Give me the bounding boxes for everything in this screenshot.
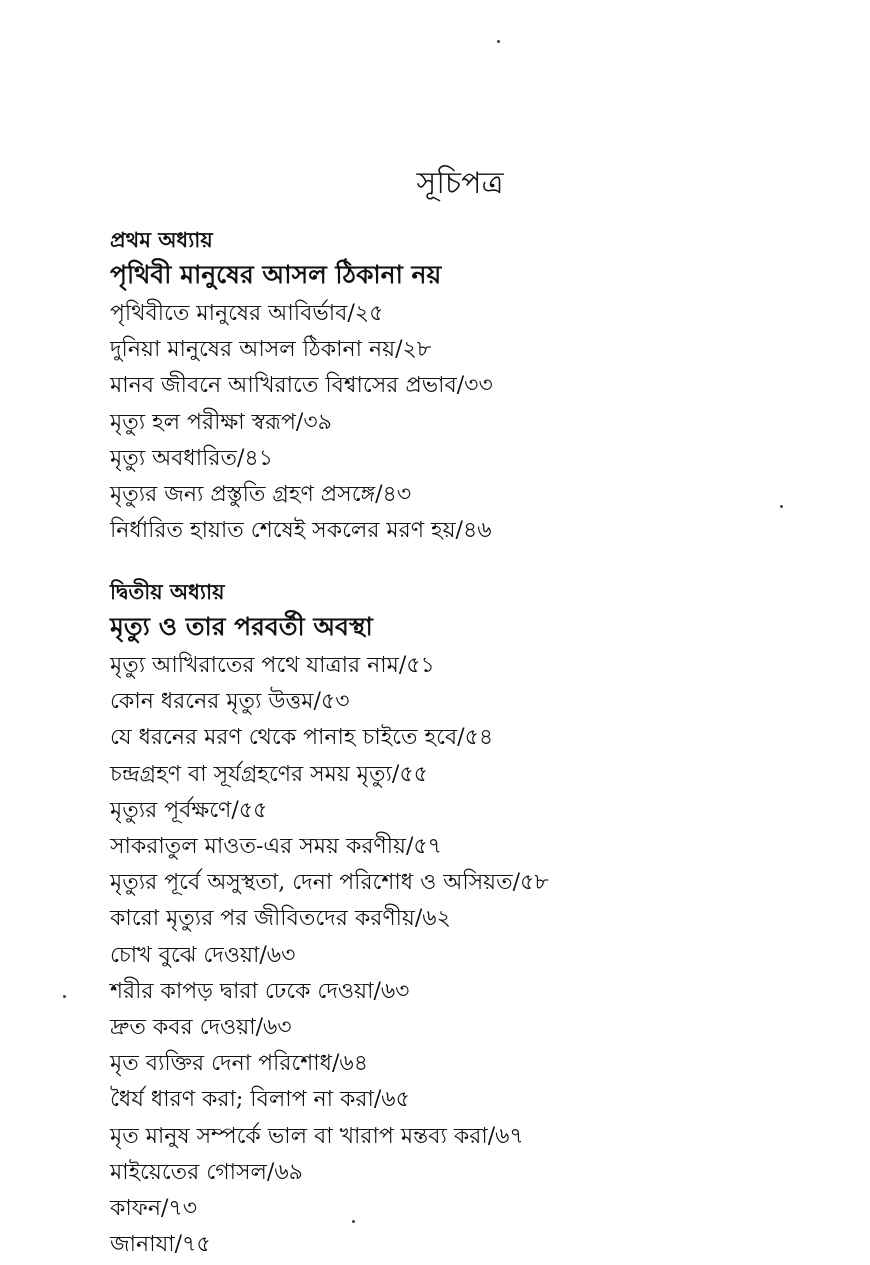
toc-entry: যে ধরনের মরণ থেকে পানাহ চাইতে হবে/৫৪ [110, 725, 494, 751]
chapter-2-heading: মৃত্যু ও তার পরবর্তী অবস্থা [110, 612, 373, 641]
toc-entry: ধৈর্য ধারণ করা; বিলাপ না করা/৬৫ [110, 1087, 410, 1113]
toc-entry: চন্দ্রগ্রহণ বা সূর্যগ্রহণের সময় মৃত্যু/৫৫ [110, 761, 428, 787]
toc-entry: কারো মৃত্যুর পর জীবিতদের করণীয়/৬২ [110, 906, 451, 932]
toc-entry: মৃত্যুর পূর্বে অসুস্থতা, দেনা পরিশোধ ও অসিয়ত/৫৮ [110, 870, 549, 896]
toc-entry: দ্রুত কবর দেওয়া/৬৩ [110, 1015, 292, 1041]
chapter-1 [110, 224, 850, 549]
page-title: সূচিপত্র [416, 166, 504, 202]
toc-entry: মৃত ব্যক্তির দেনা পরিশোধ/৬৪ [110, 1051, 368, 1077]
toc-entry: পৃথিবীতে মানুষের আবির্ভাব/২৫ [110, 301, 384, 326]
toc-entry: মৃত্যুর জন্য প্রস্তুতি গ্রহণ প্রসঙ্গে/৪৩ [110, 482, 412, 508]
toc-entry: দুনিয়া মানুষের আসল ঠিকানা নয়/২৮ [110, 337, 432, 363]
toc-entry: নির্ধারিত হায়াত শেষেই সকলের মরণ হয়/৪৬ [110, 518, 492, 544]
chapter-1-label: প্রথম অধ্যায় [110, 227, 213, 252]
toc-entry: চোখ বুঝে দেওয়া/৬৩ [110, 942, 296, 968]
toc-entry: মৃত মানুষ সম্পর্কে ভাল বা খারাপ মন্তব্য করা/৬৭ [110, 1123, 524, 1149]
scan-speck [497, 40, 500, 43]
toc-entry: মৃত্যু অবধারিত/৪১ [110, 445, 273, 471]
toc-entry: কোন ধরনের মৃত্যু উত্তম/৫৩ [110, 689, 350, 715]
toc-entry: সাকরাতুল মাওত-এর সময় করণীয়/৫৭ [110, 834, 442, 860]
chapter-2-label: দ্বিতীয় অধ্যায় [110, 579, 225, 604]
toc-entry: মৃত্যুর পূর্বক্ষণে/৫৫ [110, 797, 268, 823]
chapter-2 [110, 576, 850, 1263]
toc-entry: মানব জীবনে আখিরাতে বিশ্বাসের প্রভাব/৩৩ [110, 373, 493, 399]
scan-speck [780, 505, 783, 508]
toc-entry: মৃত্যু হল পরীক্ষা স্বরূপ/৩৯ [110, 409, 332, 435]
chapter-1-entries [110, 296, 850, 549]
toc-entry: শরীর কাপড় দ্বারা ঢেকে দেওয়া/৬৩ [110, 978, 410, 1004]
scan-speck [63, 995, 66, 998]
chapter-1-heading: পৃথিবী মানুষের আসল ঠিকানা নয় [110, 260, 442, 289]
scan-speck [352, 1220, 355, 1223]
chapter-2-entries [110, 648, 850, 1263]
toc-entry: জানাযা/৭৫ [110, 1232, 211, 1258]
toc-entry: মৃত্যু আখিরাতের পথে যাত্রার নাম/৫১ [110, 653, 435, 678]
toc-entry: মাইয়েতের গোসল/৬৯ [110, 1159, 303, 1185]
toc-entry: কাফন/৭৩ [110, 1196, 198, 1222]
